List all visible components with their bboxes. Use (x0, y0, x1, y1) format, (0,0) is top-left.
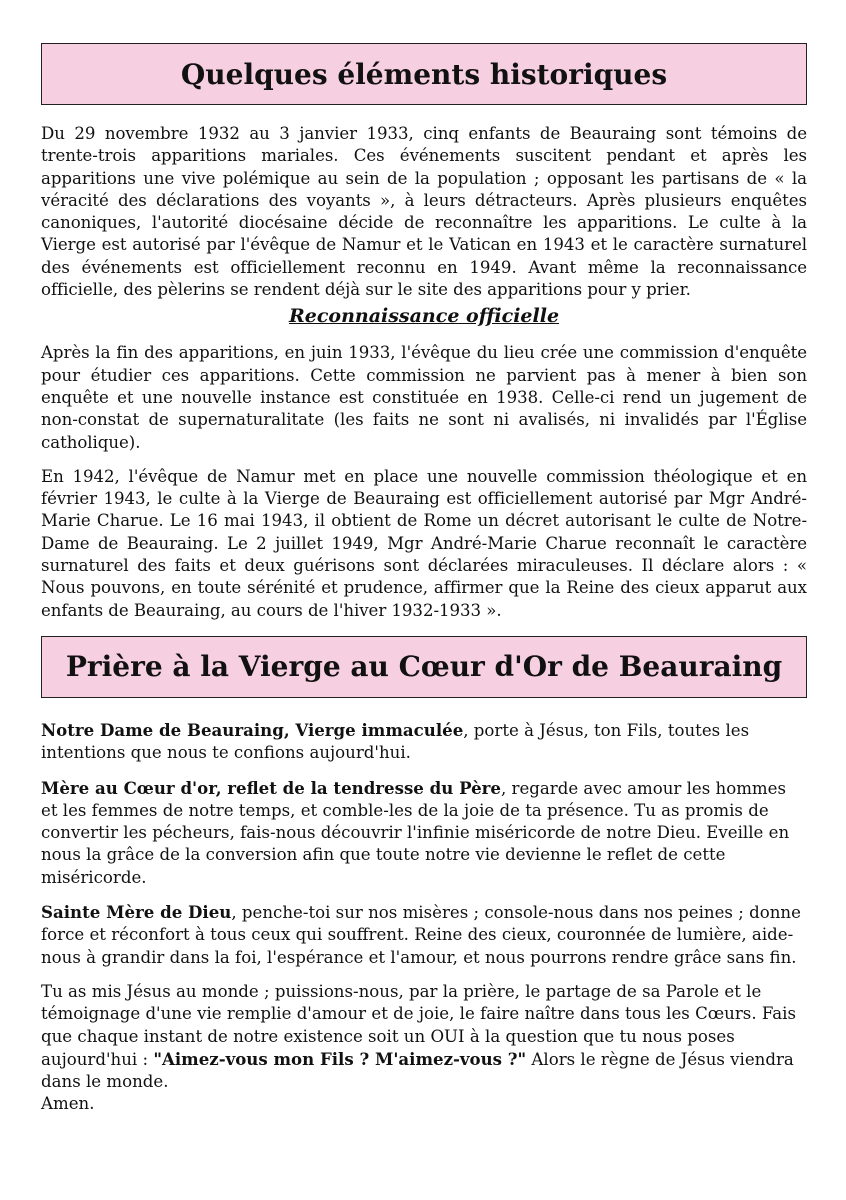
prayer-text-3: , penche-toi sur nos misères ; console-nous dans nos peines ; donne force et réconfort à tous ceux qui souffrent. Reine des cieux, couronnée de lumière, aide-nous à grandir dans la foi, l'espérance et l'amour, et nous pourrons rendre grâce sans fin. (41, 903, 801, 967)
recognition-paragraph-2: En 1942, l'évêque de Namur met en place une nouvelle commission théologique et en février 1943, le culte à la Vierge de Beauraing est officiellement autorisé par Mgr André-Marie Charue. Le 16 mai 1943, il obtient de Rome un décret autorisant le culte de Notre-Dame de Beauraing. Le 2 juillet 1949, Mgr André-Marie Charue reconnaît le caractère surnaturel des faits et deux guérisons sont déclarées miraculeuses. Il déclare alors : « Nous pouvons, en toute sérénité et prudence, affirmer que la Reine des cieux apparut aux enfants de Beauraing, au cours de l'hiver 1932-1933 ». (41, 466, 807, 620)
prayer-paragraph-1 (41, 719, 807, 765)
prayer-text-4b: Alors le règne de Jésus viendra dans le monde. (41, 1049, 794, 1092)
prayer-invocation-2: Mère au Cœur d'or, reflet de la tendresse du Père (41, 777, 501, 798)
section-title-box (41, 43, 807, 105)
amen: Amen. (41, 1094, 95, 1114)
subsection-heading: Reconnaissance officielle (288, 305, 560, 328)
recognition-paragraph-1: Après la fin des apparitions, en juin 1933, l'évêque du lieu crée une commission d'enquête pour étudier ces apparitions. Cette commission ne parvient pas à mener à bien son enquête et une nouvelle instance est constituée en 1938. Celle-ci rend un jugement de non-constat de supernaturalitate (les faits ne sont ni avalisés, ni invalidés par l'Église catholique). (41, 343, 807, 452)
prayer-text-4a: Tu as mis Jésus au monde ; puissions-nous, par la prière, le partage de sa Parole et le témoignage d'une vie remplie d'amour et de joie, le faire naître dans tous les Cœurs. Fais que chaque instant de notre existence soit un OUI à la question que tu nous poses aujourd'hui : (41, 981, 796, 1069)
prayer-paragraph-2 (41, 777, 807, 889)
section-title: Quelques éléments historiques (180, 57, 668, 91)
document-page (41, 43, 807, 1116)
prayer-invocation-3: Sainte Mère de Dieu (41, 902, 232, 923)
intro-paragraph: Du 29 novembre 1932 au 3 janvier 1933, cinq enfants de Beauraing sont témoins de trente-trois apparitions mariales. Ces événements suscitent pendant et après les apparitions une vive polémique au sein de la population ; opposant les partisans de « la véracité des déclarations des voyants », à leurs détracteurs. Après plusieurs enquêtes canoniques, l'autorité diocésaine décide de reconnaître les apparitions. Le culte à la Vierge est autorisé par l'évêque de Namur et le Vatican en 1943 et le caractère surnaturel des événements est officiellement reconnu en 1949. Avant même la reconnaissance officielle, des pèlerins se rendent déjà sur le site des apparitions pour y prier. (41, 124, 807, 300)
prayer-question: "Aimez-vous mon Fils ? M'aimez-vous ?" (153, 1048, 527, 1069)
prayer-text-1: , porte à Jésus, ton Fils, toutes les intentions que nous te confions aujourd'hui. (41, 720, 750, 763)
prayer-text-2: , regarde avec amour les hommes et les femmes de notre temps, et comble-les de la joie de ta présence. Tu as promis de convertir les pécheurs, fais-nous découvrir l'infinie miséricorde de notre Dieu. Eveille en nous la grâce de la conversion afin que toute notre vie devienne le reflet de cette miséricorde. (41, 778, 790, 887)
prayer-title: Prière à la Vierge au Cœur d'Or de Beauraing (65, 650, 783, 684)
prayer-title-box (41, 636, 807, 698)
prayer-paragraph-4 (41, 981, 807, 1093)
prayer-paragraph-3 (41, 901, 807, 969)
prayer-invocation-1: Notre Dame de Beauraing, Vierge immaculée (41, 719, 464, 740)
prayer-body (41, 719, 807, 1116)
